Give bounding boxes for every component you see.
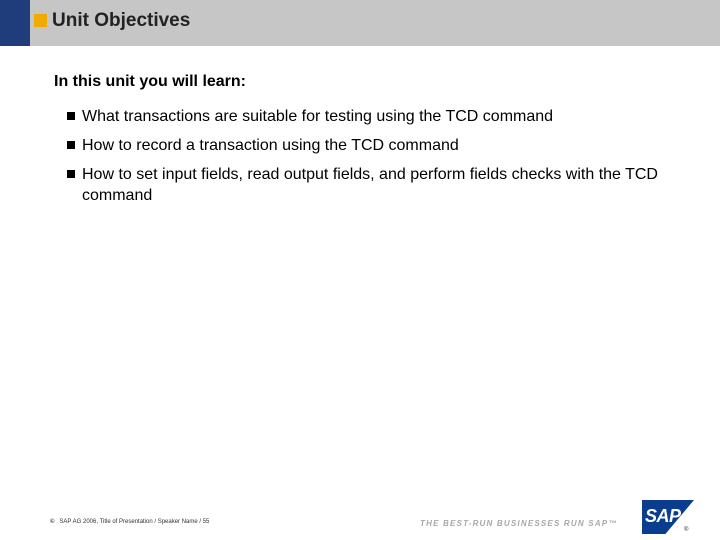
list-item [66, 135, 706, 156]
copyright-text: SAP AG 2006, Title of Presentation / Speaker Name / 55 [59, 519, 210, 525]
footer-tagline: THE BEST-RUN BUSINESSES RUN SAP™ [420, 519, 618, 528]
page-title: Unit Objectives [52, 10, 191, 31]
header-accent-blue [0, 0, 30, 46]
footer-copyright [50, 519, 209, 525]
list-item [66, 106, 706, 127]
intro-text: In this unit you will learn: [54, 73, 247, 90]
list-item-text: What transactions are suitable for testing using the TCD command [82, 108, 554, 125]
square-bullet-icon [67, 141, 75, 149]
square-bullet-icon [67, 112, 75, 120]
list-item [66, 164, 706, 206]
square-bullet-icon [67, 170, 75, 178]
list-item-text: How to record a transaction using the TCD command [82, 137, 459, 154]
sap-logo-text: SAP [645, 506, 681, 526]
objectives-list [66, 106, 706, 214]
copyright-icon: © [50, 519, 55, 525]
header-accent-square-icon [34, 14, 47, 27]
list-item-text: How to set input fields, read output fields, and perform fields checks with the TCD command [82, 166, 658, 204]
registered-mark: ® [684, 527, 689, 533]
